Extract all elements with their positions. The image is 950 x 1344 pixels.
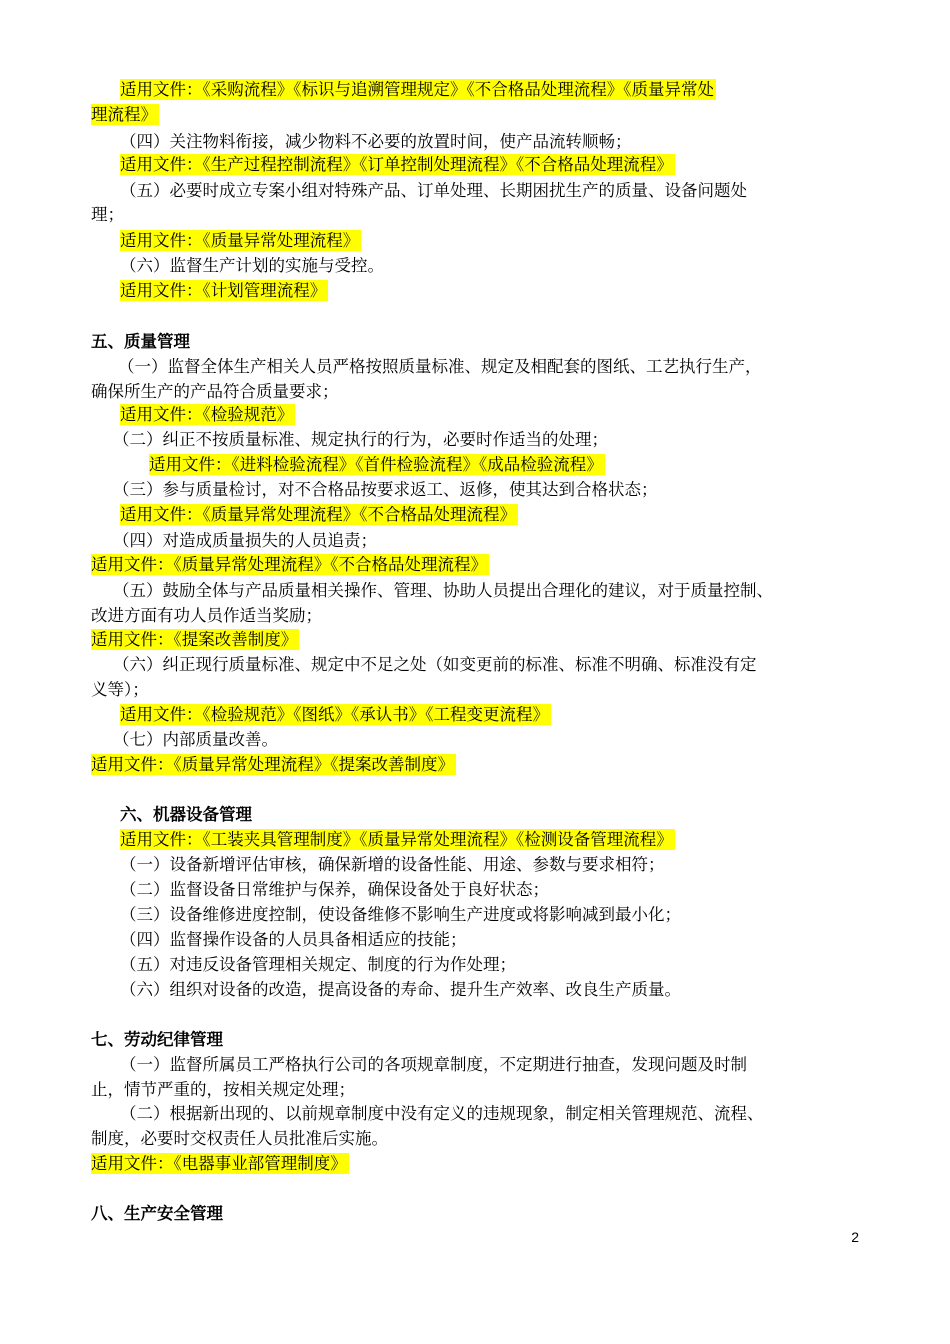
applicable-documents-line bbox=[91, 104, 159, 126]
text-line bbox=[113, 580, 773, 602]
line-text: （四）监督操作设备的人员具备相适应的技能； bbox=[120, 930, 467, 949]
text-line bbox=[91, 605, 322, 627]
section-heading bbox=[91, 331, 190, 353]
line-text: （二）监督设备日常维护与保养，确保设备处于良好状态； bbox=[120, 880, 549, 899]
line-text: 适用文件：《生产过程控制流程》《订单控制处理流程》《不合格品处理流程》 bbox=[120, 155, 673, 174]
text-line bbox=[91, 679, 149, 701]
section-heading bbox=[91, 1203, 223, 1225]
line-text: 适用文件：《检验规范》《图纸》《承认书》《工程变更流程》 bbox=[120, 705, 549, 724]
line-text: （六）监督生产计划的实施与受控。 bbox=[120, 256, 384, 275]
line-text: （一）监督所属员工严格执行公司的各项规章制度，不定期进行抽查，发现问题及时制 bbox=[120, 1055, 747, 1074]
text-line bbox=[120, 879, 549, 901]
text-line bbox=[120, 255, 384, 277]
line-text: （五）必要时成立专案小组对特殊产品、订单处理、长期困扰生产的质量、设备问题处 bbox=[120, 181, 747, 200]
line-text: 适用文件：《计划管理流程》 bbox=[120, 281, 327, 300]
line-text: （四）关注物料衔接，减少物料不必要的放置时间，使产品流转顺畅； bbox=[120, 132, 632, 151]
text-line bbox=[113, 530, 377, 552]
text-line bbox=[120, 180, 747, 202]
text-line bbox=[120, 979, 681, 1001]
text-line bbox=[91, 1079, 355, 1101]
applicable-documents-line bbox=[91, 754, 456, 776]
line-text: 理； bbox=[91, 205, 124, 224]
applicable-documents-line bbox=[120, 829, 675, 851]
line-text: （三）设备维修进度控制，使设备维修不影响生产进度或将影响减到最小化； bbox=[120, 905, 681, 924]
line-text: （三）参与质量检讨，对不合格品按要求返工、返修，使其达到合格状态； bbox=[113, 480, 658, 499]
line-text: 止，情节严重的，按相关规定处理； bbox=[91, 1080, 355, 1099]
applicable-documents-line bbox=[120, 280, 328, 302]
text-line bbox=[91, 1128, 388, 1150]
line-text: 六、机器设备管理 bbox=[120, 805, 252, 824]
text-line bbox=[113, 729, 278, 751]
line-text: 适用文件：《质量异常处理流程》《不合格品处理流程》 bbox=[91, 555, 487, 574]
line-text: （五）对违反设备管理相关规定、制度的行为作处理； bbox=[120, 955, 516, 974]
applicable-documents-line bbox=[120, 404, 295, 426]
line-text: （一）设备新增评估审核，确保新增的设备性能、用途、参数与要求相符； bbox=[120, 855, 665, 874]
section-heading bbox=[91, 1029, 223, 1051]
text-line bbox=[120, 131, 632, 153]
line-text: 适用文件：《质量异常处理流程》 bbox=[120, 231, 360, 250]
text-line bbox=[120, 904, 681, 926]
line-text: 制度，必要时交权责任人员批准后实施。 bbox=[91, 1129, 388, 1148]
line-text: 义等）； bbox=[91, 680, 149, 699]
line-text: 八、生产安全管理 bbox=[91, 1204, 223, 1223]
text-line bbox=[113, 479, 658, 501]
line-text: 适用文件：《采购流程》《标识与追溯管理规定》《不合格品处理流程》《质量异常处 bbox=[120, 80, 714, 99]
page-number: 2 bbox=[851, 1229, 859, 1245]
applicable-documents-line bbox=[120, 504, 518, 526]
line-text: （四）对造成质量损失的人员追责； bbox=[113, 531, 377, 550]
applicable-documents-line bbox=[120, 154, 675, 176]
line-text: 理流程》 bbox=[91, 105, 157, 124]
text-line bbox=[120, 854, 665, 876]
applicable-documents-line bbox=[120, 230, 361, 252]
text-line bbox=[120, 929, 467, 951]
applicable-documents-line bbox=[91, 629, 299, 651]
text-line bbox=[113, 654, 757, 676]
text-line bbox=[120, 1103, 764, 1125]
line-text: 七、劳动纪律管理 bbox=[91, 1030, 223, 1049]
text-line bbox=[91, 381, 339, 403]
line-text: 适用文件：《进料检验流程》《首件检验流程》《成品检验流程》 bbox=[149, 455, 603, 474]
text-line bbox=[120, 1054, 747, 1076]
line-text: （一）监督全体生产相关人员严格按照质量标准、规定及相配套的图纸、工艺执行生产， bbox=[118, 357, 762, 376]
line-text: 适用文件：《检验规范》 bbox=[120, 405, 294, 424]
line-text: 适用文件：《质量异常处理流程》《不合格品处理流程》 bbox=[120, 505, 516, 524]
applicable-documents-line bbox=[91, 554, 489, 576]
line-text: （六）纠正现行质量标准、规定中不足之处（如变更前的标准、标准不明确、标准没有定 bbox=[113, 655, 757, 674]
text-line bbox=[120, 954, 516, 976]
applicable-documents-line bbox=[120, 704, 551, 726]
line-text: （二）纠正不按质量标准、规定执行的行为，必要时作适当的处理； bbox=[113, 430, 608, 449]
section-heading bbox=[120, 804, 252, 826]
text-line bbox=[91, 204, 124, 226]
applicable-documents-line bbox=[91, 1153, 349, 1175]
text-line bbox=[113, 429, 608, 451]
text-line bbox=[118, 356, 762, 378]
applicable-documents-line bbox=[120, 79, 716, 101]
applicable-documents-line bbox=[149, 454, 605, 476]
line-text: 适用文件：《提案改善制度》 bbox=[91, 630, 298, 649]
line-text: （六）组织对设备的改造，提高设备的寿命、提升生产效率、改良生产质量。 bbox=[120, 980, 681, 999]
line-text: 适用文件：《质量异常处理流程》《提案改善制度》 bbox=[91, 755, 454, 774]
line-text: （五）鼓励全体与产品质量相关操作、管理、协助人员提出合理化的建议，对于质量控制、 bbox=[113, 581, 773, 600]
line-text: （七）内部质量改善。 bbox=[113, 730, 278, 749]
line-text: 确保所生产的产品符合质量要求； bbox=[91, 382, 339, 401]
line-text: 适用文件：《电器事业部管理制度》 bbox=[91, 1154, 347, 1173]
line-text: 改进方面有功人员作适当奖励； bbox=[91, 606, 322, 625]
line-text: 适用文件：《工装夹具管理制度》《质量异常处理流程》《检测设备管理流程》 bbox=[120, 830, 673, 849]
line-text: （二）根据新出现的、以前规章制度中没有定义的违规现象，制定相关管理规范、流程、 bbox=[120, 1104, 764, 1123]
line-text: 五、质量管理 bbox=[91, 332, 190, 351]
